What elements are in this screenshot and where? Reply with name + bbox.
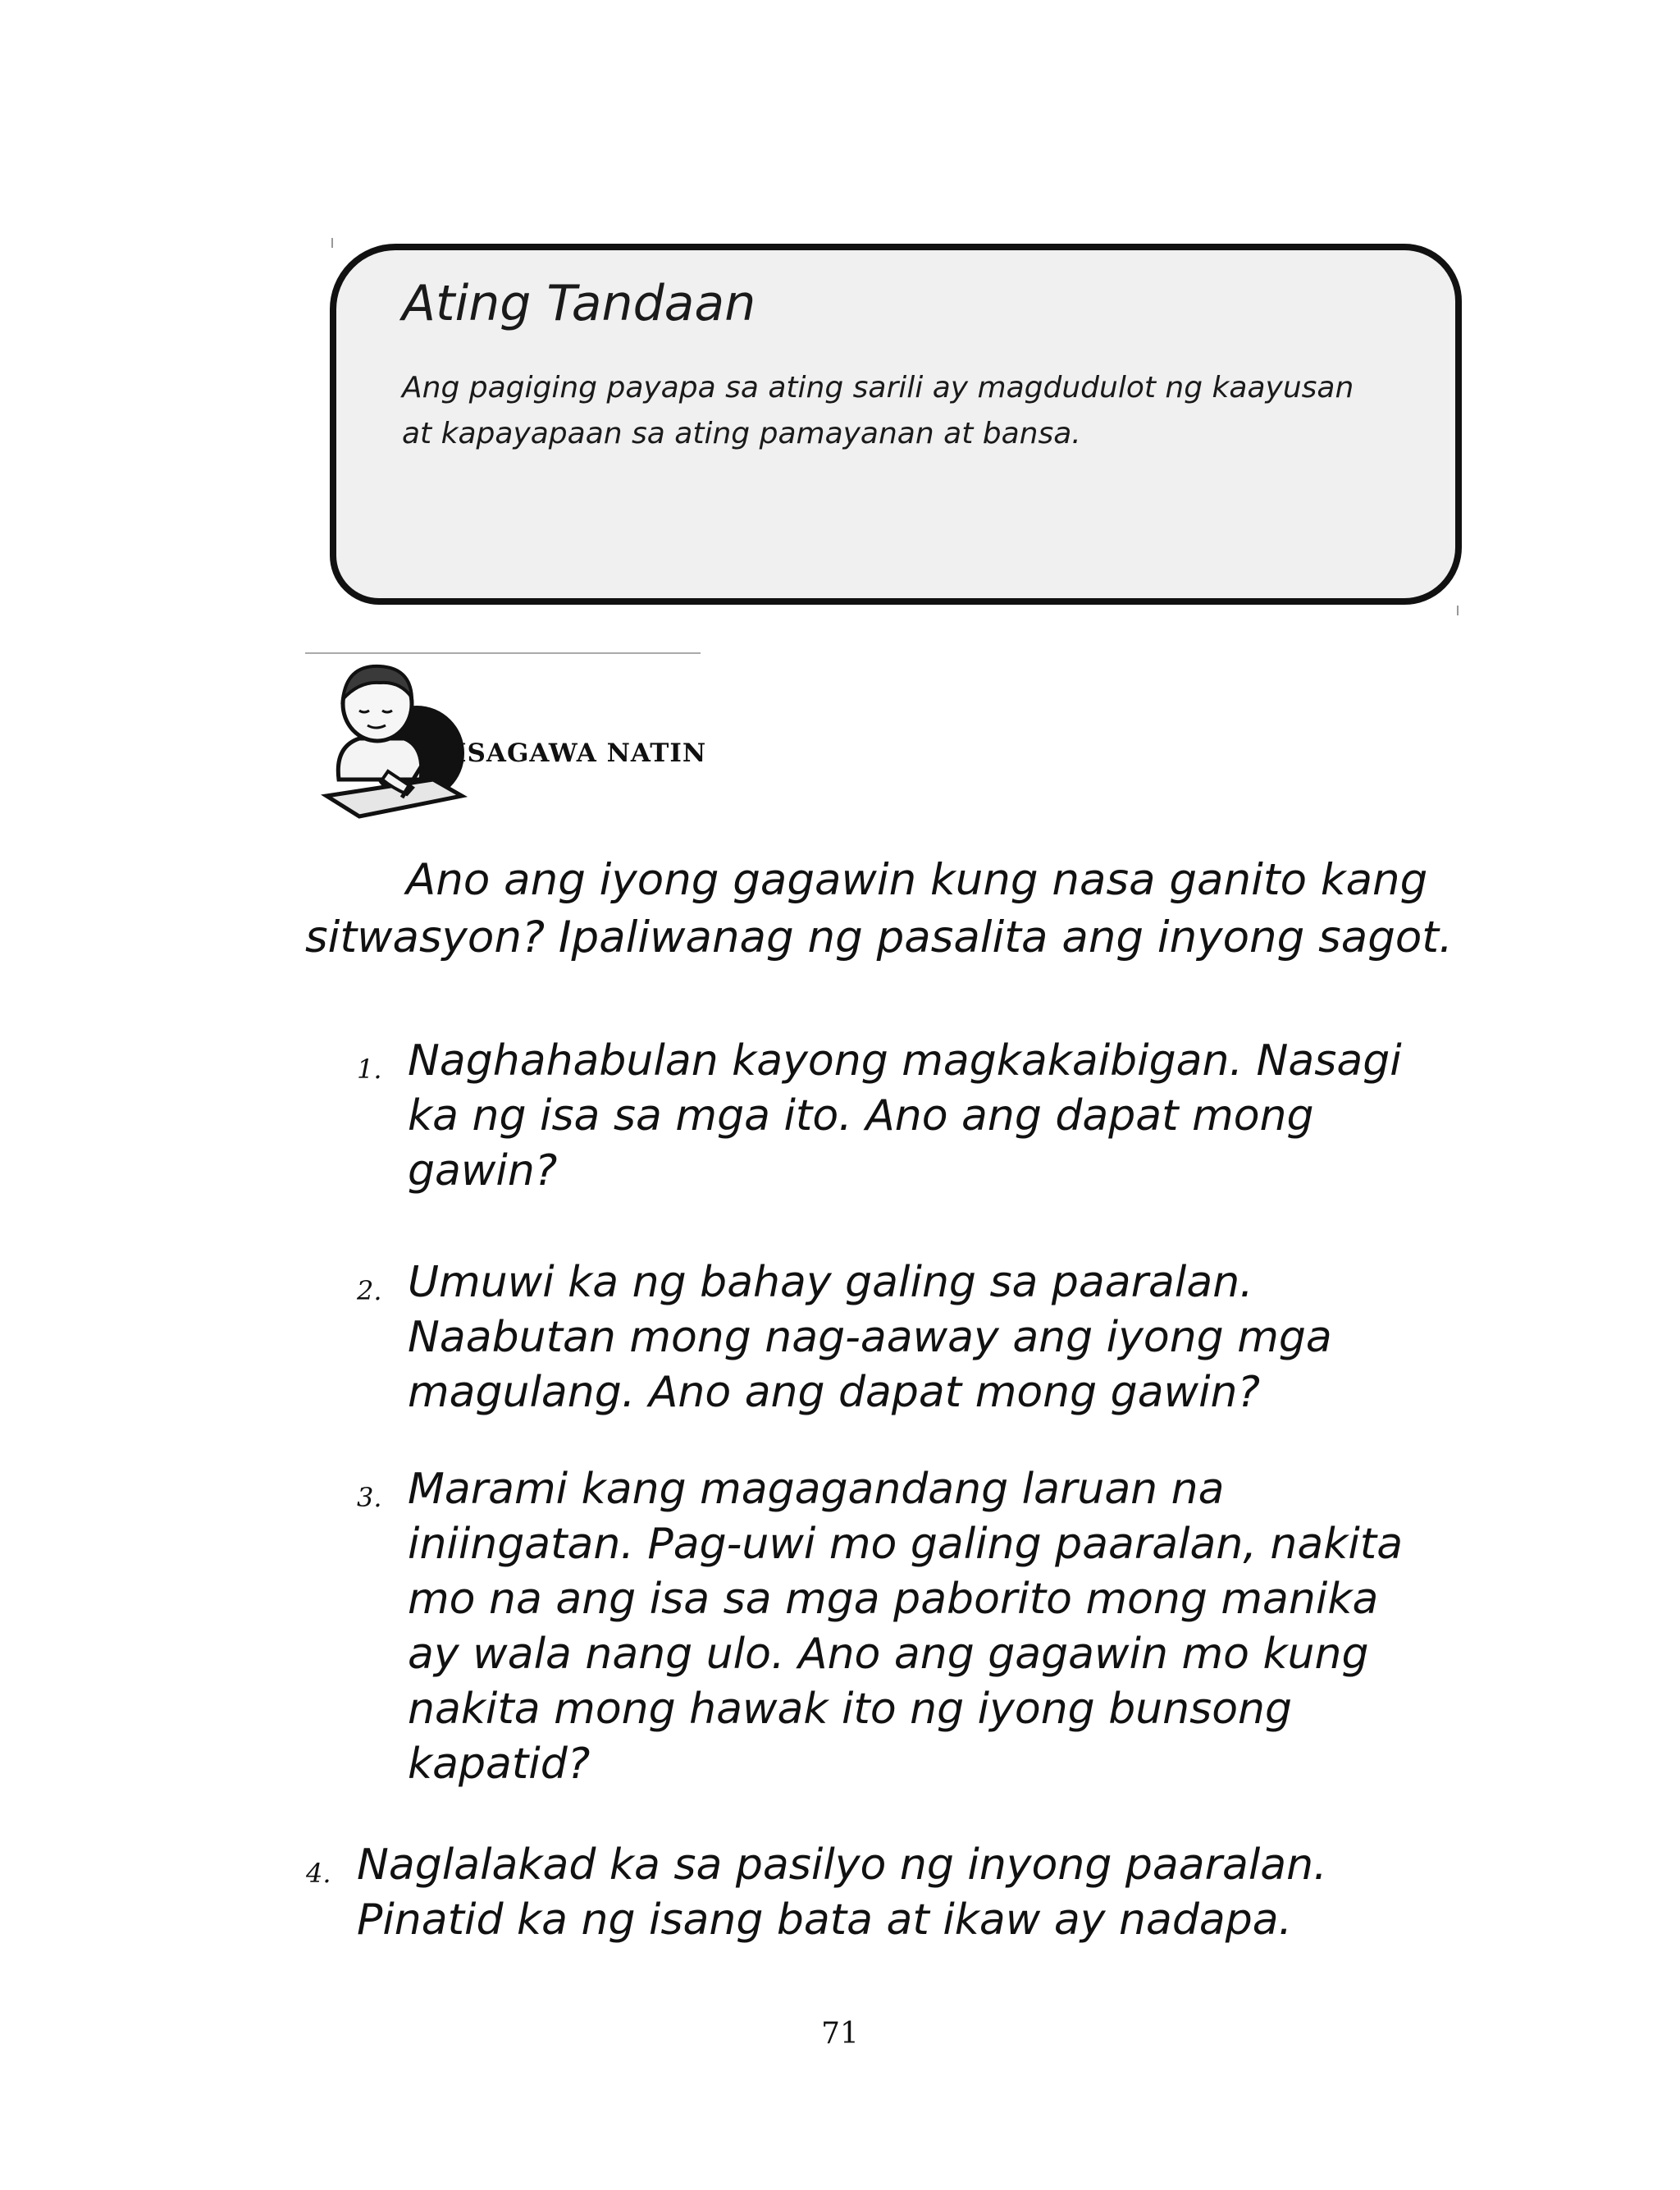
question-line: nakita mong hawak ito ng iyong bunsong: [408, 1685, 1292, 1734]
callout-body: [402, 365, 1403, 457]
corner-mark: [331, 238, 333, 248]
question-line: mo na ang isa sa mga paborito mong manika: [408, 1575, 1379, 1624]
section-divider: [305, 652, 701, 654]
instructions: Ano ang iyong gagawin kung nasa ganito kang sitwasyon? Ipaliwanag ng pasalita ang inyong sagot.: [305, 855, 1453, 962]
question-line: kapatid?: [408, 1740, 591, 1789]
question-line: Pinatid ka ng isang bata at ikaw ay nadapa.: [357, 1895, 1293, 1945]
question-line: Marami kang magagandang laruan na: [408, 1465, 1225, 1514]
question-line: Umuwi ka ng bahay galing sa paaralan.: [408, 1258, 1253, 1307]
section-title: ISAGAWA NATIN: [454, 738, 707, 768]
question-line: Naghahabulan kayong magkakaibigan. Nasagi: [408, 1036, 1402, 1086]
question-4: [306, 1838, 1327, 1948]
corner-mark: [1457, 606, 1459, 615]
ating-tandaan-box: [330, 244, 1462, 605]
child-writing-icon: [310, 656, 474, 821]
question-line: magulang. Ano ang dapat mong gawin?: [408, 1368, 1261, 1417]
question-number: 2.: [357, 1275, 382, 1306]
isagawa-natin-header: [310, 656, 720, 821]
question-line: iniingatan. Pag-uwi mo galing paaralan, nakita: [408, 1520, 1404, 1569]
question-2: [357, 1255, 1332, 1420]
question-1: [357, 1034, 1402, 1199]
question-number: 3.: [357, 1482, 382, 1513]
page-number: 71: [821, 2017, 859, 2051]
question-line: gawin?: [408, 1146, 558, 1196]
question-line: Naabutan mong nag-aaway ang iyong mga: [408, 1313, 1332, 1362]
question-number: 1.: [357, 1054, 382, 1085]
callout-body-line: at kapayapaan sa ating pamayanan at bansa.: [402, 417, 1081, 450]
question-line: ay wala nang ulo. Ano ang gagawin mo kung: [408, 1630, 1369, 1679]
callout-title: Ating Tandaan: [402, 275, 756, 332]
question-3: [357, 1462, 1404, 1792]
callout-body-line: Ang pagiging payapa sa ating sarili ay magdudulot ng kaayusan: [402, 371, 1354, 405]
question-line: ka ng isa sa mga ito. Ano ang dapat mong: [408, 1091, 1314, 1141]
question-line: Naglalakad ka sa pasilyo ng inyong paaralan.: [357, 1840, 1327, 1890]
question-number: 4.: [306, 1858, 331, 1889]
